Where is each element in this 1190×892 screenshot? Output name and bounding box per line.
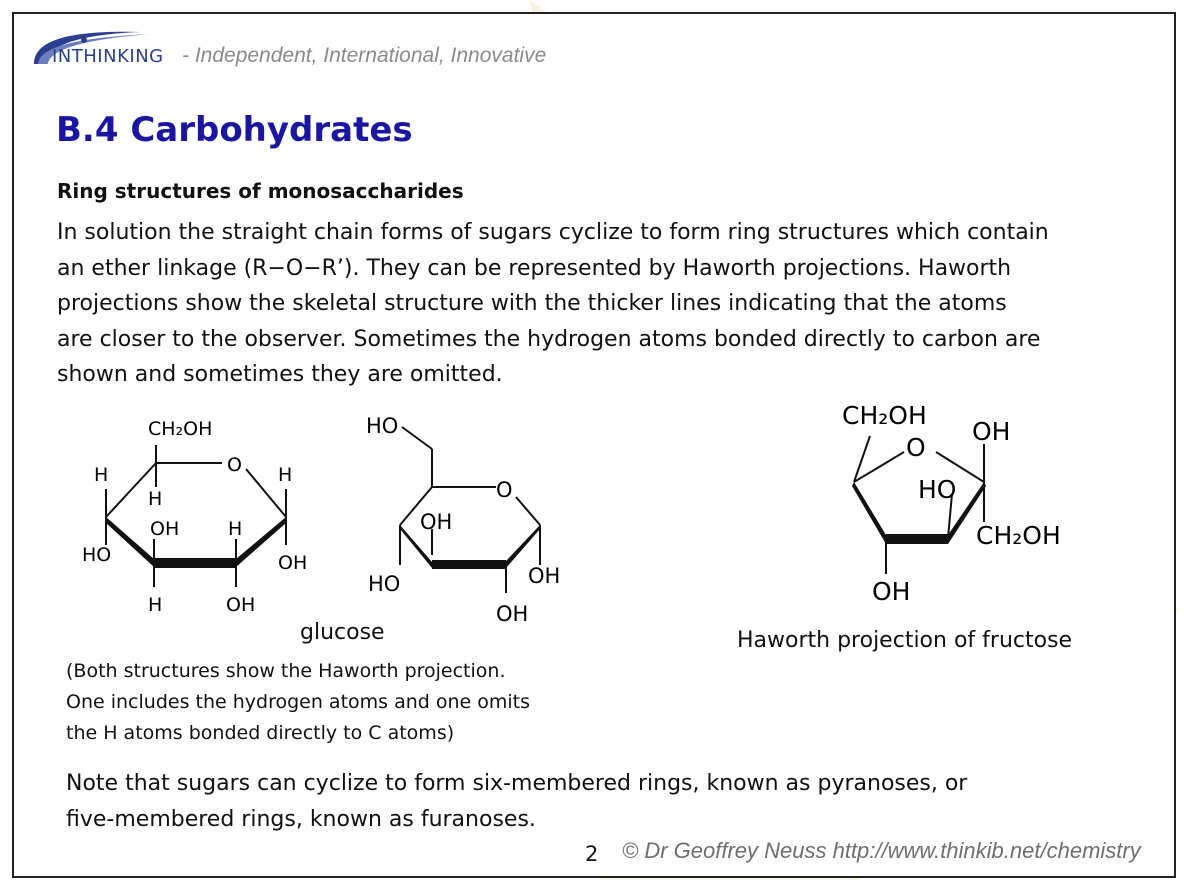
label-oh-top: OH (972, 417, 1011, 446)
label-oh-c1: OH (528, 564, 561, 588)
label-oh-c3: OH (150, 518, 180, 540)
paragraph-line: an ether linkage (R−O−R’). They can be represented by Haworth projections. Haworth (57, 255, 1012, 281)
paragraph-line: are closer to the observer. Sometimes the hydrogen atoms bonded directly to carbon are (57, 326, 1041, 352)
section-subheading: Ring structures of monosaccharides (57, 179, 464, 203)
footer-credit: © Dr Geoffrey Neuss http://www.thinkib.net/chemistry (622, 838, 1141, 863)
fructose-haworth (830, 398, 1090, 613)
page-title: B.4 Carbohydrates (56, 110, 413, 150)
label-oh-c1: OH (278, 552, 308, 574)
caption-line: One includes the hydrogen atoms and one omits (66, 691, 531, 713)
label-ho-c3: HO (918, 475, 957, 504)
paragraph-line: shown and sometimes they are omitted. (57, 362, 503, 388)
label-oh-c2: OH (496, 602, 529, 626)
logo-text: INTHINKING (52, 46, 164, 67)
page-number: 2 (585, 842, 599, 866)
tagline: - Independent, International, Innovative (182, 44, 547, 67)
glucose-haworth-skeletal (350, 405, 580, 630)
label-h-c2: H (228, 518, 243, 540)
label-ring-o: O (906, 433, 926, 462)
label-ho-c4: HO (368, 572, 401, 596)
paragraph-line: projections show the skeletal structure with the thicker lines indicating that the atoms (57, 291, 1007, 317)
label-oh-c3: OH (420, 510, 453, 534)
caption-line: the H atoms bonded directly to C atoms) (66, 722, 455, 744)
glucose-haworth-with-h (70, 405, 330, 620)
label-ch2oh-right: CH₂OH (976, 521, 1061, 550)
glucose-label: glucose (300, 620, 385, 645)
note-paragraph (66, 766, 967, 838)
label-ch2oh: CH₂OH (148, 418, 213, 440)
caption-line: (Both structures show the Haworth projection. (66, 660, 506, 682)
structures-caption (66, 656, 530, 749)
note-line: Note that sugars can cyclize to form six-membered rings, known as pyranoses, or (66, 771, 968, 796)
label-h-c1: H (278, 464, 293, 486)
label-ho-c4: HO (82, 544, 112, 566)
label-ring-o: O (227, 454, 242, 476)
label-oh-c2-down: OH (226, 594, 256, 616)
label-oh-bottom: OH (872, 577, 911, 606)
note-line: five-membered rings, known as furanoses. (66, 807, 536, 832)
label-ho-top: HO (366, 414, 399, 438)
label-ch2oh-top: CH₂OH (842, 401, 927, 430)
label-h-c3-down: H (148, 594, 163, 616)
intro-paragraph (57, 215, 1157, 393)
label-ring-o: O (496, 478, 513, 502)
label-h-c5: H (94, 464, 109, 486)
fructose-label: Haworth projection of fructose (737, 628, 1073, 653)
label-h-c5-down: H (148, 488, 163, 510)
paragraph-line: In solution the straight chain forms of sugars cyclize to form ring structures which contain (57, 220, 1049, 245)
